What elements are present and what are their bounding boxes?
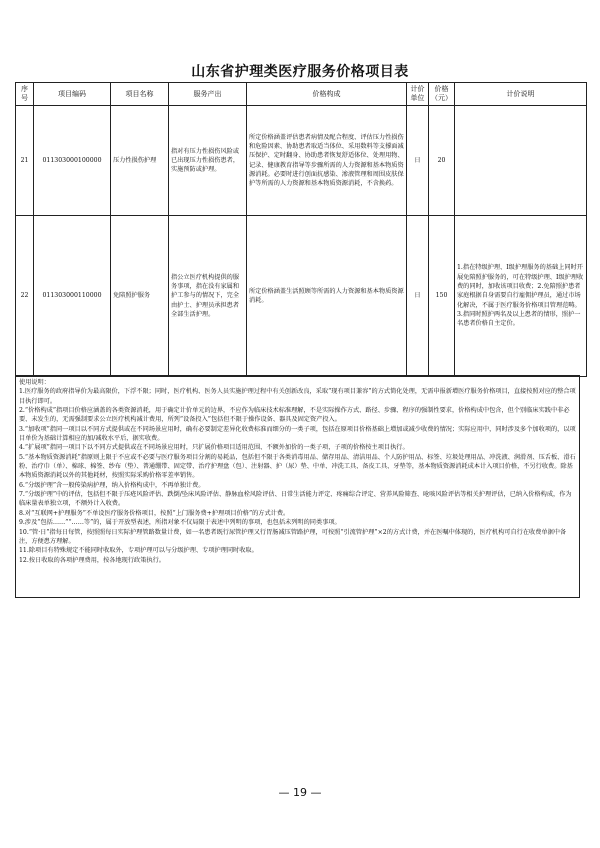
row-name: 压力性损伤护理	[111, 106, 169, 216]
header-composition: 价格构成	[247, 83, 407, 106]
note-item: 9.涉及“包括……”“……等”的，属于开放型表述，所指对象不仅局限于表述中列明的事项，也包括未列明的同类事项。	[19, 519, 341, 527]
header-output: 服务产出	[169, 83, 247, 106]
note-item: 2.“价格构成”指项目价格应涵盖的各类资源消耗，用于确定计价单元的边界，不应作为临床技术标准理解，不是实际操作方式、路径、步骤、程序的强制性要求，价格构成中包含，但个别临床实践中非必要、未发生的，无需强制要求公立医疗机构减计费用，所列“设备投入”包括但不限于操作设备、器具及固定资产投入。	[19, 407, 570, 424]
header-no: 序号	[16, 83, 34, 106]
header-price: 价格（元）	[429, 83, 455, 106]
note-item: 6.“分级护理”含一般传染病护理，纳入价格构成中，不再单独计费。	[19, 481, 205, 489]
row-price: 20	[429, 106, 455, 216]
note-item: 12.按日收取的各项护理费用，按各地现行政策执行。	[19, 556, 165, 564]
notes-heading: 使用说明：	[19, 379, 50, 386]
row-output: 指对有压力性损伤风险或已出现压力性损伤患者，实施预防或护理。	[169, 106, 247, 216]
row-note: 1.指在特级护理、I级护理服务的基础上同时开展免陪照护服务的，可在特级护理、I级护理收费的同时，加收该项目收费；2.免陪照护患者家庭根据自身需要自行雇佣护理员，通过市场化解决，不属于医疗服务价格项目管理范畴。3.指同时照护两名及以上患者的情形，照护一名患者价格自主定价。	[455, 216, 587, 377]
note-item: 3.“加收项”指同一项目以不同方式提供或在不同场景应用时，确有必要制定差异化收费标准而细分的一类子项，包括在原项目价格基础上增加或减少收费的情况；实际应用中，同时涉及多个加收项的，以项目单价为基础计算相应的加/减收水平后，据实收费。	[19, 425, 576, 443]
header-note: 计价说明	[455, 83, 587, 106]
note-item: 11.除项目有特殊规定不能同时收取外，专项护理可以与分级护理、专项护理同时收取。	[19, 547, 258, 555]
note-item: 4.“扩展项”指同一项目下以不同方式提供或在不同场景应用时，只扩展价格项目适用范围、不额外加价的一类子项，子项的价格按主项目执行。	[19, 444, 409, 452]
page-title: 山东省护理类医疗服务价格项目表	[191, 64, 409, 80]
price-table	[15, 82, 587, 377]
row-code: 011303000110000	[34, 216, 111, 377]
row-composition: 所定价格涵盖评估患者病情及配合程度、评估压力性损伤和危险因素、协助患者取适当体位、采用数料等支撑面减压保护、定时翻身、协助患者恢复舒适体位、处理用物、记录、健康教育指导等步骤所需的人力资源和基本物质资源消耗。必要时进行创面抗感染、渗液管理和周围皮肤保护等所需的人力资源和基本物质资源消耗，不含换药。	[247, 106, 407, 216]
note-item: 5.“基本物质资源消耗”指原则上限于不应或不必要与医疗服务项目分割的易耗品，包括但不限于各类消毒用品、储存用品、清洁用品、个人防护用品、标签、垃圾处理用品、冲洗液、润滑剂、压舌板、滑石粉、治疗巾（单）、棉球、棉签、纱布（垫）、普通绷带、固定带、治疗护理盘（包）、注射器、护（尿）垫、中单、冲洗工具、备皮工具、牙垫等，基本物质资源消耗成本计入项目价格，不另行收费。除基本物质资源消耗以外的其他耗材，按照实际采购价格零差率销售。	[19, 453, 576, 480]
row-code: 011303000100000	[34, 106, 111, 216]
table-row	[16, 106, 587, 216]
page-number: — 19 —	[278, 786, 322, 799]
row-no: 22	[16, 216, 34, 377]
note-item: 8.对“互联网+护理服务”不单设医疗服务价格项目，按照“上门服务费+护理项目价格”的方式计费。	[19, 509, 290, 517]
header-name: 项目名称	[111, 83, 169, 106]
row-unit: 日	[407, 106, 429, 216]
note-item: 1.医疗服务的政府指导价为最高限价，下浮不限；同时，医疗机构、医务人员实施护理过程中有关创新改良，采取“现有项目兼容”的方式简化处理，无需申报新增医疗服务价格项目，直接按照对应的整合项目执行即可。	[19, 388, 576, 405]
row-note	[455, 106, 587, 216]
row-composition: 所定价格涵盖生活照顾等所需的人力资源和基本物质资源消耗。	[247, 216, 407, 377]
table-row	[16, 216, 587, 377]
row-no: 21	[16, 106, 34, 216]
row-unit: 日	[407, 216, 429, 377]
header-unit: 计价单位	[407, 83, 429, 106]
table-header-row	[16, 83, 587, 106]
row-name: 免陪照护服务	[111, 216, 169, 377]
row-output: 指公立医疗机构提供的服务事项，指在没有家属和护工参与的情况下，完全由护士、护理员承担患者全部生活护理。	[169, 216, 247, 377]
header-code: 项目编码	[34, 83, 111, 106]
usage-notes	[15, 375, 580, 598]
note-item: 7.“分级护理”中的评估，包括但不限于压疮风险评估、跌倒/坠床风险评估、静脉血栓风险评估、日常生活能力评定、疼痛综合评定、营养风险筛查、呛咳风险评估等相关护理评估，已纳入价格构成，作为临床量表单独立项，不额外计入收费。	[19, 491, 572, 508]
row-price: 150	[429, 216, 455, 377]
note-item: 10.“管·日”指每日每管，按照照每日实际护理管路数量计费，如一名患者既行尿管护理又行胃肠减压管路护理，可按照“引流管护理”×2的方式计费，并在医嘱中体现的，医疗机构可自行在收费单据中备注，方便患方理解。	[19, 528, 567, 545]
